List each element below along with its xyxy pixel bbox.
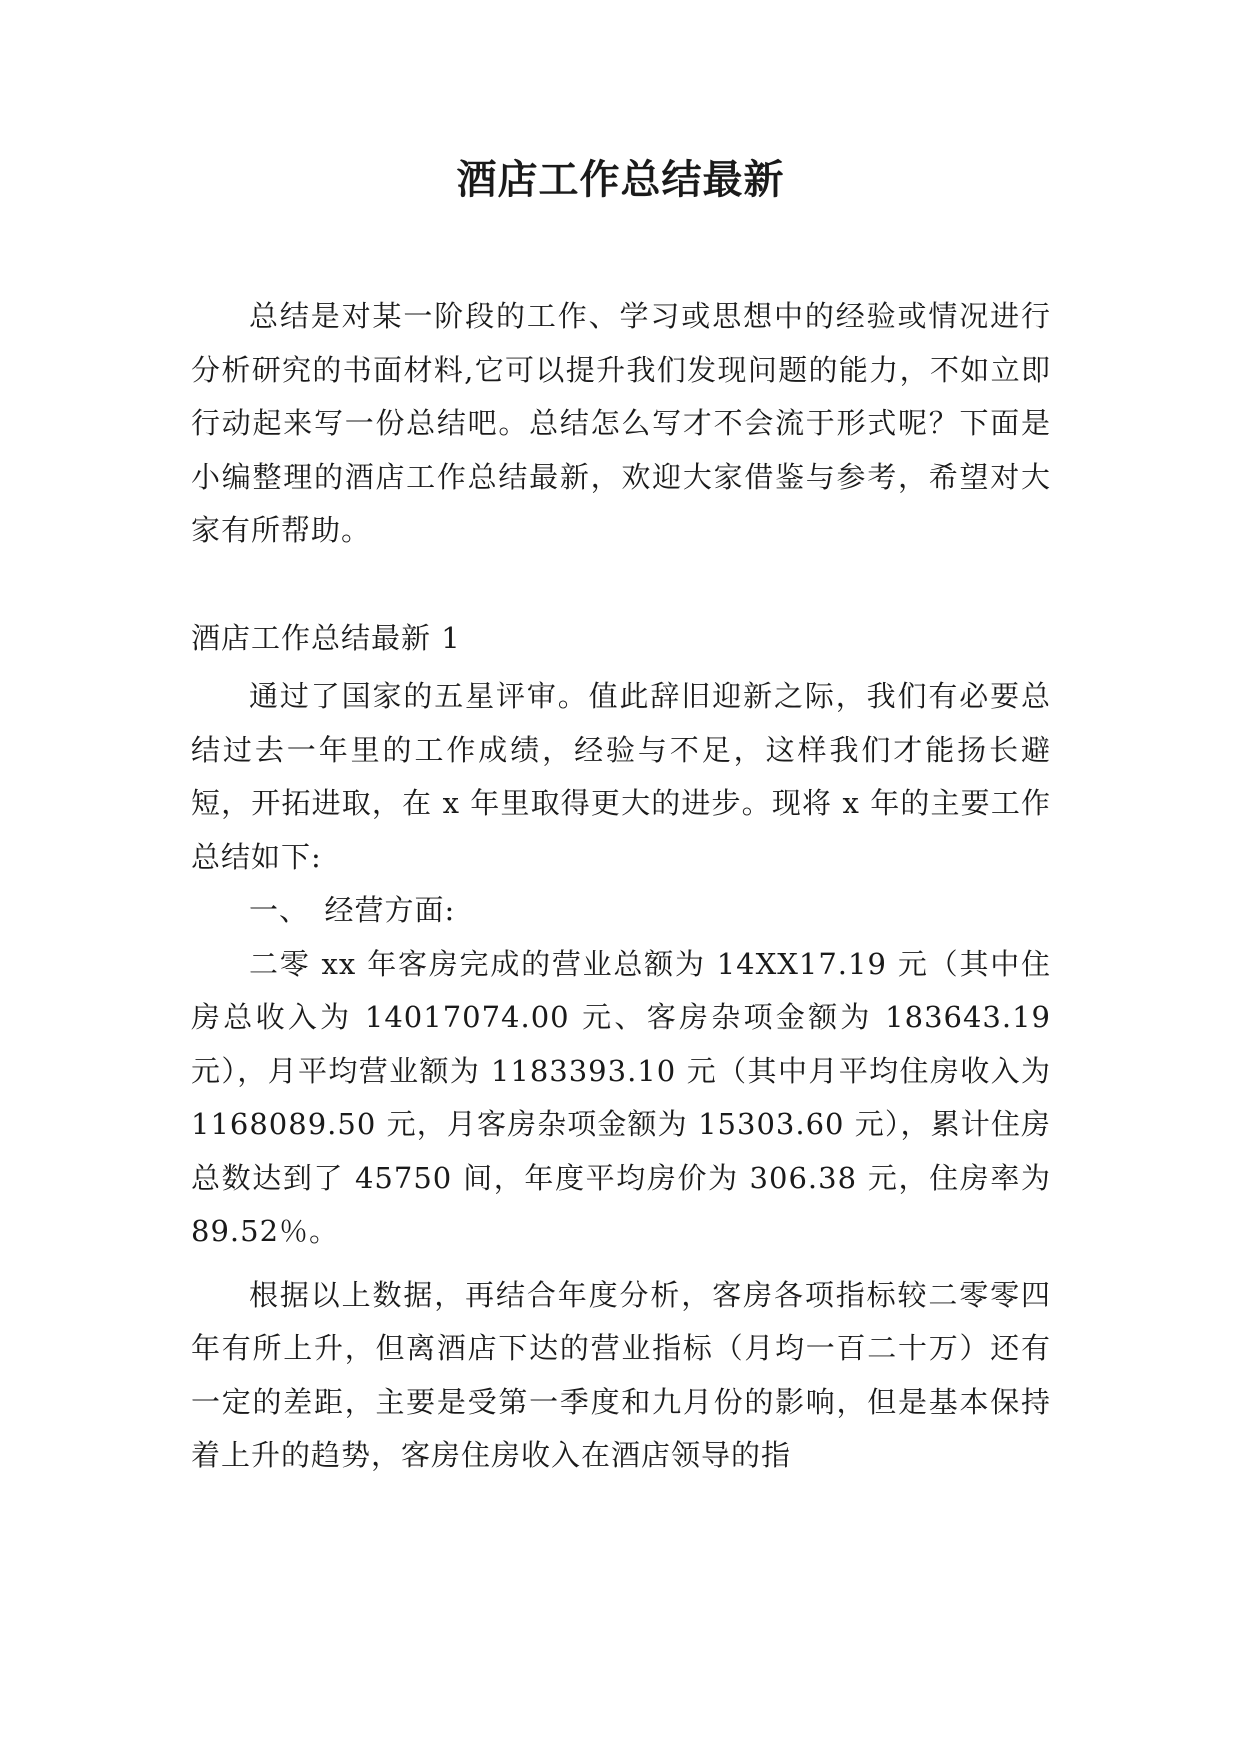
body-paragraph-2: 二零 xx 年客房完成的营业总额为 14XX17.19 元（其中住房总收入为 14017074.00 元、客房杂项金额为 183643.19 元），月平均营业额为 1183393.10 元（其中月平均住房收入为 1168089.50 元，月客房杂项金额为 15303.60 元），累计住房总数达到了 45750 间，年度平均房价为 306.38 元，住房率为 89.52％。	[191, 946, 1051, 1248]
document-title: 酒店工作总结最新	[456, 156, 785, 203]
body-paragraph-3: 根据以上数据，再结合年度分析，客房各项指标较二零零四年有所上升，但离酒店下达的营业指标（月均一百二十万）还有一定的差距，主要是受第一季度和九月份的影响，但是基本保持着上升的趋势，客房住房收入在酒店领导的指	[191, 1277, 1051, 1472]
document-body	[191, 290, 1051, 1483]
intro-paragraph: 总结是对某一阶段的工作、学习或思想中的经验或情况进行分析研究的书面材料,它可以提升我们发现问题的能力，不如立即行动起来写一份总结吧。总结怎么写才不会流于形式呢？下面是小编整理的酒店工作总结最新，欢迎大家借鉴与参考，希望对大家有所帮助。	[191, 299, 1051, 547]
section-heading: 酒店工作总结最新 1	[191, 620, 461, 655]
body-paragraph-1: 通过了国家的五星评审。值此辞旧迎新之际，我们有必要总结过去一年里的工作成绩，经验与不足，这样我们才能扬长避短，开拓进取，在 x 年里取得更大的进步。现将 x 年的主要工作总结如下:	[191, 679, 1051, 874]
section-subheading-business: 一、 经营方面:	[249, 893, 456, 927]
